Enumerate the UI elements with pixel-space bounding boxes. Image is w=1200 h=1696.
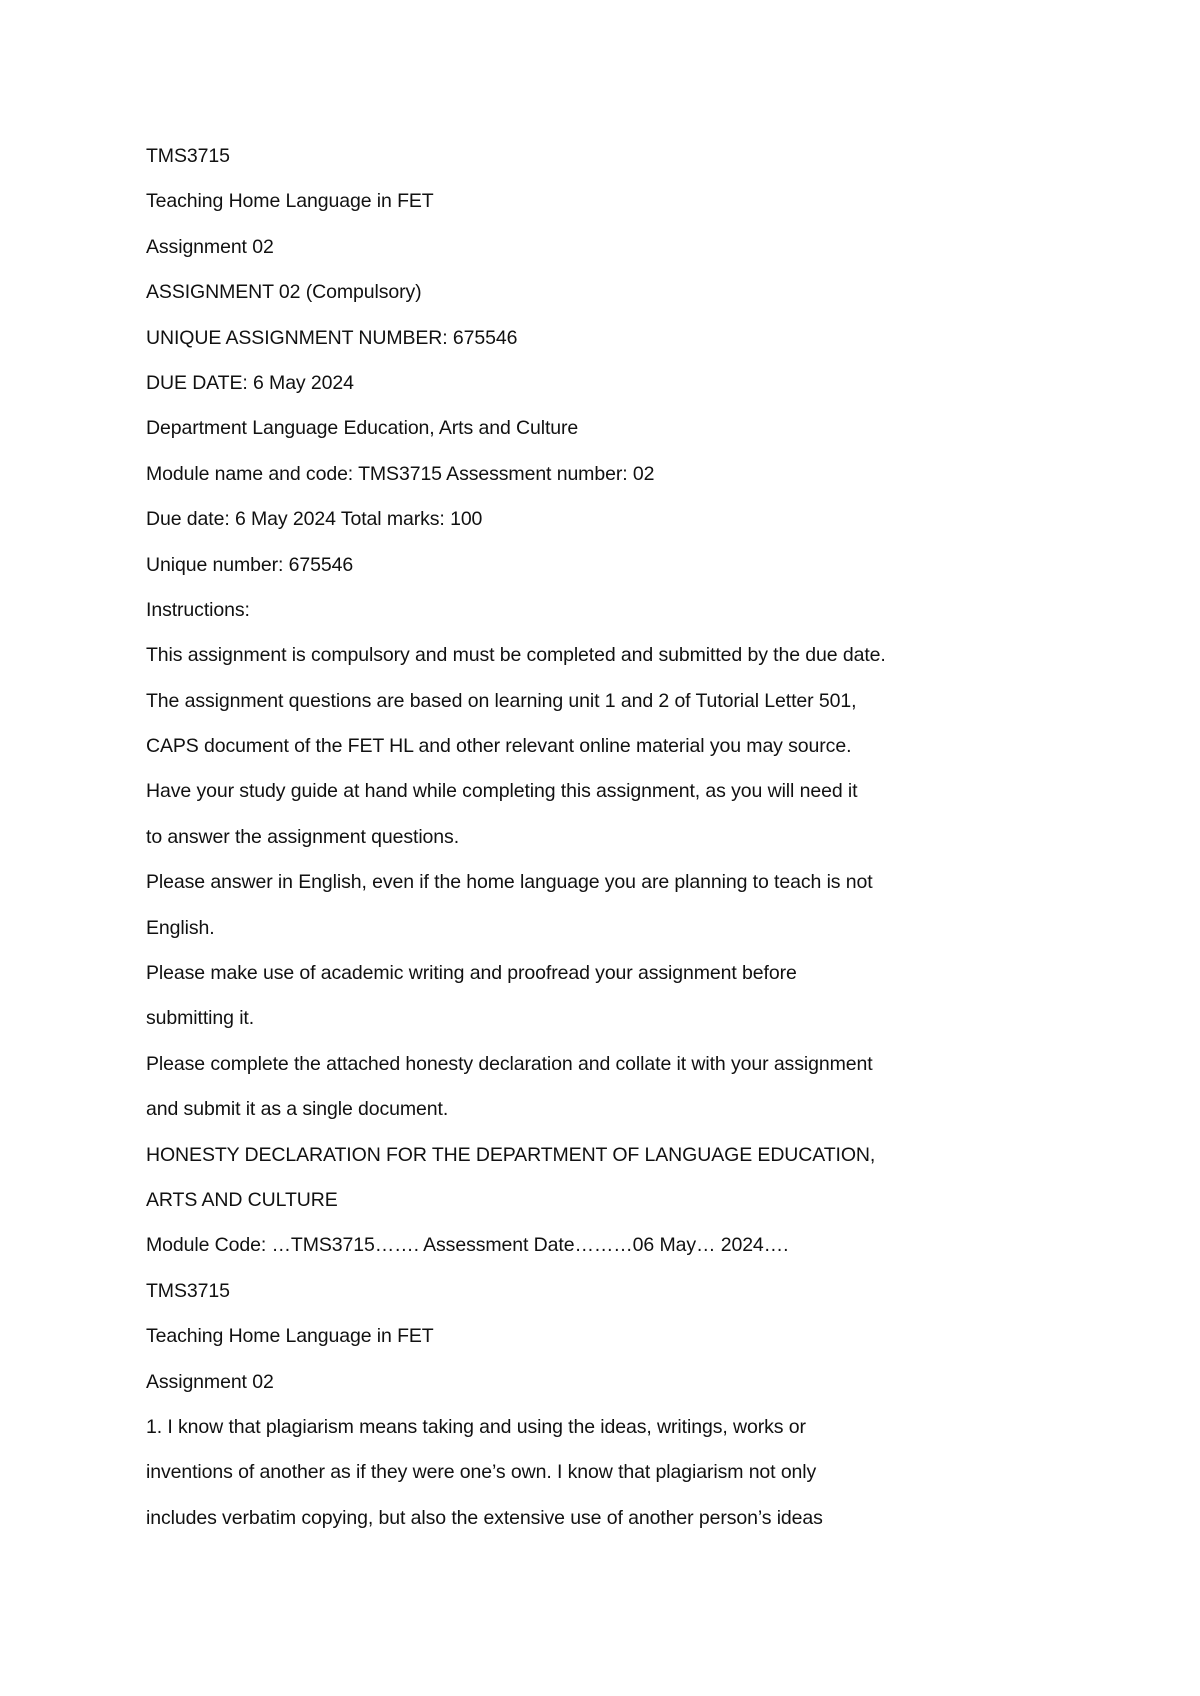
course-code-repeat: TMS3715 xyxy=(146,1279,230,1302)
instruction-line: CAPS document of the FET HL and other relevant online material you may source. xyxy=(146,735,852,758)
declaration-line: inventions of another as if they were one’s own. I know that plagiarism not only xyxy=(146,1461,817,1484)
module-name-code: Module name and code: TMS3715 Assessment number: 02 xyxy=(146,462,655,485)
instruction-line: Please answer in English, even if the home language you are planning to teach is not xyxy=(146,871,873,894)
honesty-declaration-heading-cont: ARTS AND CULTURE xyxy=(146,1188,338,1211)
unique-number: Unique number: 675546 xyxy=(146,553,354,576)
course-code: TMS3715 xyxy=(146,145,230,167)
instruction-line: This assignment is compulsory and must be completed and submitted by the due date. xyxy=(146,644,886,667)
department: Department Language Education, Arts and Culture xyxy=(146,417,579,440)
honesty-declaration-heading: HONESTY DECLARATION FOR THE DEPARTMENT OF LANGUAGE EDUCATION, xyxy=(146,1143,876,1166)
document-body xyxy=(146,145,1146,1552)
instructions-heading: Instructions: xyxy=(146,598,250,621)
due-date-total-marks: Due date: 6 May 2024 Total marks: 100 xyxy=(146,508,483,531)
instruction-line: The assignment questions are based on learning unit 1 and 2 of Tutorial Letter 501, xyxy=(146,689,857,712)
course-title: Teaching Home Language in FET xyxy=(146,190,434,213)
assignment-label: Assignment 02 xyxy=(146,235,274,258)
declaration-line: includes verbatim copying, but also the extensive use of another person’s ideas xyxy=(146,1506,823,1529)
instruction-line: Please complete the attached honesty declaration and collate it with your assignment xyxy=(146,1052,873,1075)
course-title-repeat: Teaching Home Language in FET xyxy=(146,1325,434,1348)
assignment-label-repeat: Assignment 02 xyxy=(146,1370,274,1393)
instruction-line: submitting it. xyxy=(146,1007,255,1030)
unique-assignment-number: UNIQUE ASSIGNMENT NUMBER: 675546 xyxy=(146,326,518,349)
instruction-line: to answer the assignment questions. xyxy=(146,825,460,848)
module-code-assessment-date: Module Code: …TMS3715……. Assessment Date………06 May… 2024…. xyxy=(146,1234,789,1257)
instruction-line: Please make use of academic writing and proofread your assignment before xyxy=(146,962,797,985)
instruction-line: Have your study guide at hand while completing this assignment, as you will need it xyxy=(146,780,858,803)
due-date: DUE DATE: 6 May 2024 xyxy=(146,371,354,394)
declaration-line: 1. I know that plagiarism means taking and using the ideas, writings, works or xyxy=(146,1415,806,1438)
assignment-heading: ASSIGNMENT 02 (Compulsory) xyxy=(146,281,422,304)
instruction-line: and submit it as a single document. xyxy=(146,1098,449,1121)
instruction-line: English. xyxy=(146,916,215,939)
